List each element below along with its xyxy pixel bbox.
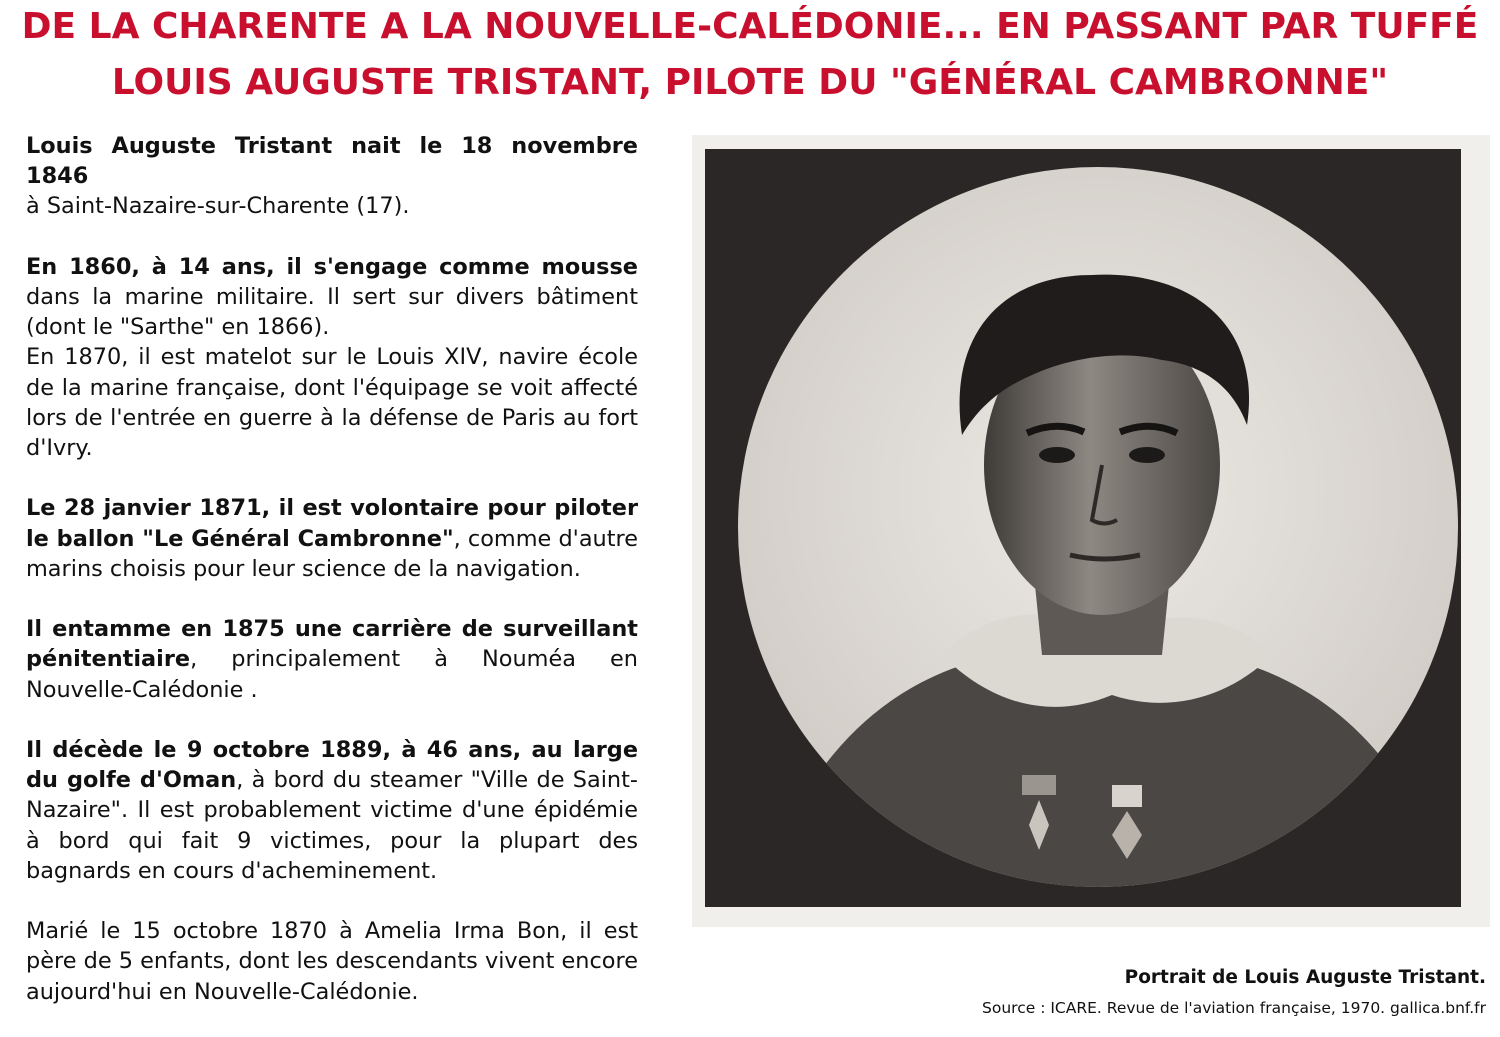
- birth-bold-text: Louis Auguste Tristant nait le 18 novembre 1846: [26, 133, 638, 190]
- portrait-right-eye: [1129, 447, 1165, 463]
- career-text: , principalement à Nouméa en Nouvelle-Calédonie .: [26, 646, 638, 703]
- portrait-medal-right: [1112, 785, 1142, 807]
- death-text: , à bord du steamer "Ville de Saint-Nazaire". Il est probablement victime d'une épidémie à bord qui fait 9 victimes, pour la plupart des bagnards en cours d'acheminement.: [26, 767, 638, 884]
- navy-bold-text: En 1860, à 14 ans, il s'engage comme mousse: [26, 253, 638, 280]
- paragraph-death: [26, 735, 638, 886]
- paragraph-birth: [26, 131, 638, 222]
- paragraph-balloon: [26, 493, 638, 584]
- paragraph-family: [26, 916, 638, 1007]
- birth-text: à Saint-Nazaire-sur-Charente (17).: [26, 193, 410, 220]
- career-bold-text: Il entamme en 1875 une carrière de surveillant pénitentiaire: [26, 616, 638, 673]
- portrait-illustration: [692, 135, 1490, 927]
- page-title-line-2: LOUIS AUGUSTE TRISTANT, PILOTE DU "GÉNÉRAL CAMBRONNE": [111, 62, 1389, 103]
- portrait-left-eye: [1039, 447, 1075, 463]
- death-bold-text: Il décède le 9 octobre 1889, à 46 ans, au large du golfe d'Oman: [26, 737, 638, 794]
- photo-caption-source: Source : ICARE. Revue de l'aviation française, 1970. gallica.bnf.fr: [982, 999, 1486, 1017]
- photo-caption-title: Portrait de Louis Auguste Tristant.: [1124, 967, 1486, 988]
- balloon-text: , comme d'autre marins choisis pour leur science de la navigation.: [26, 525, 638, 582]
- family-text: Marié le 15 octobre 1870 à Amelia Irma Bon, il est père de 5 enfants, dont les descendants vivent encore aujourd'hui en Nouvelle-Calédonie.: [26, 918, 638, 1005]
- paragraph-navy: [26, 252, 638, 463]
- navy-text: dans la marine militaire. Il sert sur divers bâtiment (dont le "Sarthe" en 1866).: [26, 284, 638, 341]
- paragraph-career: [26, 614, 638, 705]
- page-title-line-1: DE LA CHARENTE A LA NOUVELLE-CALÉDONIE... EN PASSANT PAR TUFFÉ: [21, 6, 1479, 47]
- biography-text-column: [26, 131, 638, 1037]
- balloon-bold-text: Le 28 janvier 1871, il est volontaire pour piloter le ballon "Le Général Cambronne": [26, 495, 638, 552]
- portrait-medal-left: [1022, 775, 1056, 795]
- navy-text-2: En 1870, il est matelot sur le Louis XIV, navire école de la marine française, dont l'équipage se voit affecté lors de l'entrée en guerre à la défense de Paris au fort d'Ivry.: [26, 344, 638, 462]
- portrait-photo: [692, 135, 1490, 927]
